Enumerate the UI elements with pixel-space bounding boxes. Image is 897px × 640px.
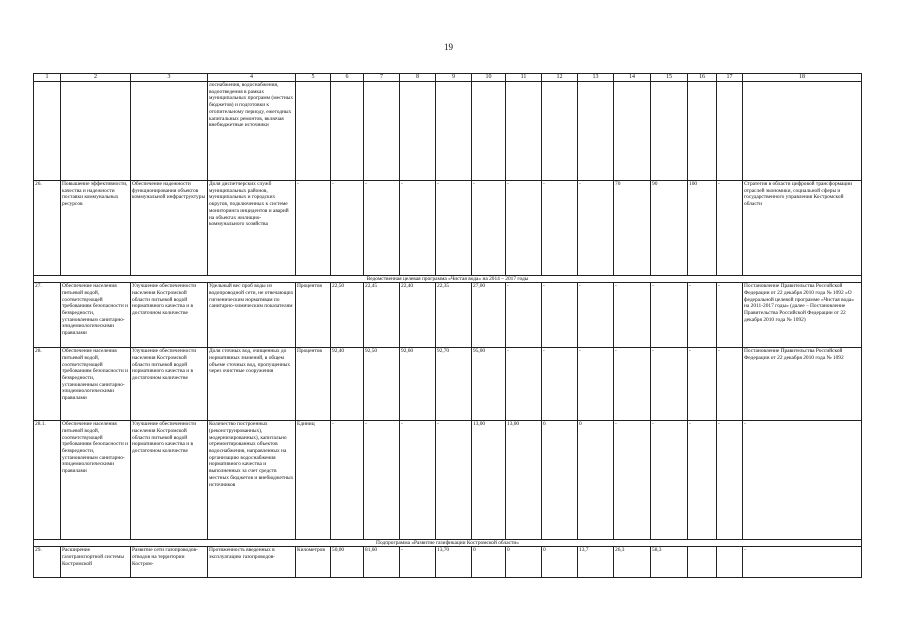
table-row	[34, 283, 862, 348]
section-row	[34, 540, 862, 547]
column-number: 9	[436, 74, 472, 82]
row-number: 26.	[34, 181, 61, 276]
value-cell: -	[506, 181, 542, 276]
table-row	[34, 348, 862, 421]
indicator-cell: Количество построенных (реконструированных), модернизированных), капитально отремонтированных объектов водоснабжения, направленных на организацию водоснабжения нормативного качества и выполненных за счет средств местных бюджетов и внебюджетных источников	[208, 421, 296, 540]
value-cell: 27,00	[472, 283, 506, 348]
value-cell: -	[364, 421, 400, 540]
value-cell: 13,70	[436, 547, 472, 578]
value-cell: -	[717, 421, 743, 540]
row-number: 27.	[34, 283, 61, 348]
column-number: 15	[651, 74, 688, 82]
value-cell: -	[506, 348, 542, 421]
value-cell: -	[651, 421, 688, 540]
row-number: 28.1.	[34, 421, 61, 540]
column-number: 12	[542, 74, 578, 82]
column-number: 2	[61, 74, 131, 82]
row-number: 29.	[34, 547, 61, 578]
section-title: Ведомственная целевая программа «Чистая вода» на 2014 – 2017 годы	[34, 276, 862, 283]
value-cell: -	[717, 283, 743, 348]
unit-cell: Километров	[296, 547, 331, 578]
value-cell: 22,50	[331, 283, 364, 348]
indicator-cell: Протяженность введенных в эксплуатацию газопроводов-	[208, 547, 296, 578]
value-cell: -	[688, 348, 717, 421]
section-row	[34, 276, 862, 283]
value-cell: -	[717, 181, 743, 276]
value-cell: 0	[542, 547, 578, 578]
column-number: 17	[717, 74, 743, 82]
column-number: 16	[688, 74, 717, 82]
goal-cell: Расширение газотранспортной системы Костромской	[61, 547, 131, 578]
document-cell: Стратегия в области цифровой трансформации отраслей экономики, социальной сферы и государственного управления Костромской области	[743, 181, 862, 276]
value-cell: 0	[472, 547, 506, 578]
continuation-row	[34, 82, 862, 181]
value-cell: 0	[506, 547, 542, 578]
value-cell: 13,7	[578, 547, 614, 578]
value-cell: -	[688, 421, 717, 540]
column-number: 7	[364, 74, 400, 82]
value-cell: 92,40	[331, 348, 364, 421]
value-cell: 6	[542, 421, 578, 540]
value-cell: 26,3	[614, 547, 651, 578]
value-cell: 90	[651, 181, 688, 276]
value-cell: -	[436, 421, 472, 540]
column-number: 18	[743, 74, 862, 82]
value-cell: 13,00	[506, 421, 542, 540]
column-number: 6	[331, 74, 364, 82]
column-number: 3	[131, 74, 208, 82]
value-cell: -	[614, 283, 651, 348]
value-cell: -	[506, 283, 542, 348]
value-cell: 0	[578, 421, 614, 540]
section-title: Подпрограмма «Развитие газификации Костромской области»	[34, 540, 862, 547]
value-cell: -	[400, 181, 436, 276]
column-number: 13	[578, 74, 614, 82]
unit-cell: Процентов	[296, 283, 331, 348]
value-cell: 50,00	[331, 547, 364, 578]
value-cell: -	[688, 283, 717, 348]
value-cell: 58,3	[651, 547, 688, 578]
document-cell: -	[743, 421, 862, 540]
value-cell: -	[578, 348, 614, 421]
task-cell: Улучшение обеспеченности населения Костромской области питьевой водой нормативного качества и в достаточном количестве	[131, 421, 208, 540]
column-number: 4	[208, 74, 296, 82]
value-cell	[688, 547, 717, 578]
column-number: 5	[296, 74, 331, 82]
value-cell: 13,00	[472, 421, 506, 540]
value-cell: -	[364, 181, 400, 276]
value-cell: -	[614, 421, 651, 540]
value-cell: 95,00	[472, 348, 506, 421]
value-cell: -	[542, 283, 578, 348]
goal-cell: Обеспечение населения питьевой водой, соответствующей требованиям безопасности и безвредности, установленным санитарно-эпидемиологическими правилами	[61, 283, 131, 348]
page-number: 19	[444, 42, 453, 52]
document-cell: -	[743, 547, 862, 578]
value-cell: -	[578, 181, 614, 276]
value-cell: 92,70	[436, 348, 472, 421]
value-cell: -	[651, 348, 688, 421]
task-cell: Обеспечение надежности функционирования объектов коммунальной инфраструктуры	[131, 181, 208, 276]
continuation-text: лоснабжения, водоснабжения, водоотведения в рамках муниципальных программ (местных бюджетов) и подготовки к отопительному периоду, ежегодных капитальных ремонтов, включая внебюджетные источники	[208, 82, 296, 181]
column-number: 14	[614, 74, 651, 82]
value-cell: -	[542, 181, 578, 276]
value-cell: -	[436, 181, 472, 276]
value-cell: 70	[614, 181, 651, 276]
column-number: 8	[400, 74, 436, 82]
value-cell: -	[542, 348, 578, 421]
value-cell: -	[331, 421, 364, 540]
value-cell: 22,45	[364, 283, 400, 348]
task-cell: Улучшение обеспеченности населения Костромской области питьевой водой нормативного качества и в достаточном количестве	[131, 348, 208, 421]
task-cell: Развитие сети газопроводов-отводов на территории Костром-	[131, 547, 208, 578]
document-cell: Постановление Правительства Российской Федерации от 22 декабря 2010 года № 1092 «О федеральной целевой программе «Чистая вода» на 2011-2017 годы» (далее – Постановление Правительства Российской Федерации от 22 декабря 2010 года № 1092)	[743, 283, 862, 348]
indicator-cell: Доля сточных вод, очищенных до нормативных значений, в общем объеме сточных вод, пропущенных через очистные сооружения	[208, 348, 296, 421]
value-cell: -	[400, 547, 436, 578]
value-cell: 22,35	[436, 283, 472, 348]
value-cell: -	[578, 283, 614, 348]
value-cell: -	[717, 348, 743, 421]
indicator-cell: Удельный вес проб воды из водопроводной сети, не отвечающих гигиеническим нормативам по санитарно-химическим показателям	[208, 283, 296, 348]
value-cell: 92,50	[364, 348, 400, 421]
goal-cell: Обеспечение населения питьевой водой, соответствующей требованиям безопасности и безвредности, установленным санитарно-эпидемиологическими правилами	[61, 421, 131, 540]
unit-cell: -	[296, 181, 331, 276]
value-cell: 100	[688, 181, 717, 276]
row-number: 28.	[34, 348, 61, 421]
goal-cell: Обеспечение населения питьевой водой, соответствующей требованиям безопасности и безвредности, установленным санитарно-эпидемиологическими правилами	[61, 348, 131, 421]
value-cell: -	[472, 181, 506, 276]
indicator-cell: Доля диспетчерских служб муниципальных районов, муниципальных и городских округов, подключенных к системе мониторинга инцидентов и аварий на объектах жилищно-коммунального хозяйства	[208, 181, 296, 276]
value-cell: 22,40	[400, 283, 436, 348]
value-cell: 92,60	[400, 348, 436, 421]
document-cell: Постановление Правительства Российской Федерации от 22 декабря 2010 года № 1092	[743, 348, 862, 421]
goal-cell: Повышение эффективности, качества и надежности поставки коммунальных ресурсов	[61, 181, 131, 276]
value-cell: -	[651, 283, 688, 348]
unit-cell: Единиц	[296, 421, 331, 540]
value-cell: -	[331, 181, 364, 276]
column-number: 10	[472, 74, 506, 82]
table-row	[34, 181, 862, 276]
column-number-row	[34, 74, 862, 82]
value-cell: 81,60	[364, 547, 400, 578]
column-number: 11	[506, 74, 542, 82]
indicators-table	[33, 73, 862, 578]
value-cell: -	[614, 348, 651, 421]
task-cell: Улучшение обеспеченности населения Костромской области питьевой водой нормативного качества и в достаточном количестве	[131, 283, 208, 348]
table-row	[34, 547, 862, 578]
value-cell	[717, 547, 743, 578]
table-row	[34, 421, 862, 540]
value-cell: -	[400, 421, 436, 540]
unit-cell: Процентов	[296, 348, 331, 421]
column-number: 1	[34, 74, 61, 82]
